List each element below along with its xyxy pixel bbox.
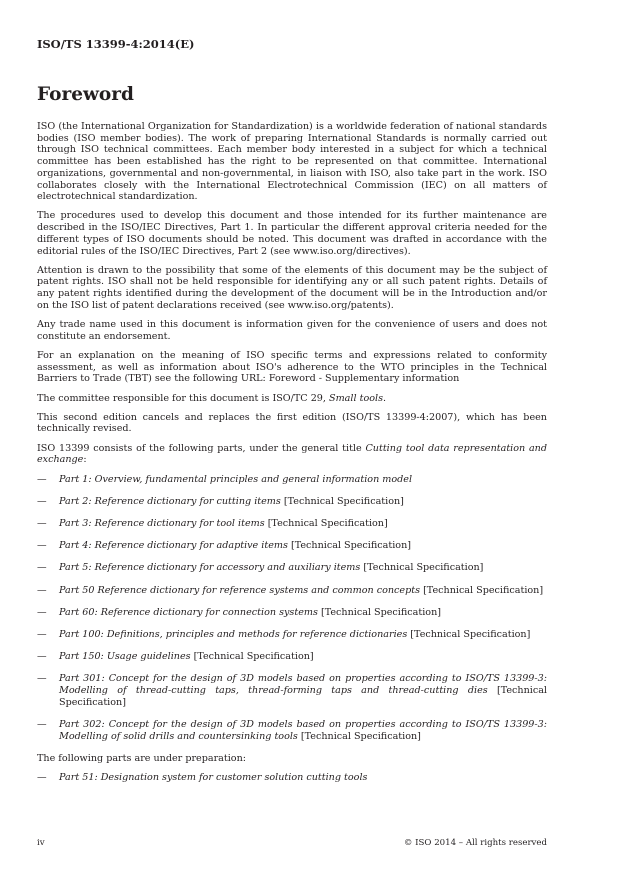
part-title: Part 4: Reference dictionary for adaptive items xyxy=(59,540,288,552)
dash-bullet: — xyxy=(37,584,47,596)
dash-bullet: — xyxy=(37,606,47,618)
part-status: [Technical Specification] xyxy=(407,629,531,640)
list-item xyxy=(37,562,547,574)
dash-bullet: — xyxy=(37,772,47,784)
dash-bullet: — xyxy=(37,562,47,574)
committee-text: The committee responsible for this document is ISO/TC 29, xyxy=(37,392,330,404)
part-title: Part 3: Reference dictionary for tool items xyxy=(59,517,265,529)
list-item xyxy=(37,651,547,663)
committee-suffix: . xyxy=(383,392,387,404)
paragraph-conformity: For an explanation on the meaning of ISO specific terms and expressions related to conformity assessment, as well as information about ISO's adherence to the WTO principles in the Technical Barriers to Trade (TBT) see the following URL: Foreword - Supplementary information xyxy=(37,349,547,385)
foreword-body xyxy=(37,121,547,794)
paragraph-trade-name: Any trade name used in this document is information given for the convenience of users and does not constitute an endorsement. xyxy=(37,319,547,342)
part-title: Part 5: Reference dictionary for accessory and auxiliary items xyxy=(59,562,361,574)
list-item xyxy=(37,719,547,742)
parts-intro-text: ISO 13399 consists of the following parts, under the general title xyxy=(37,442,366,454)
list-item xyxy=(37,585,547,597)
dash-bullet: — xyxy=(37,651,47,663)
dash-bullet: — xyxy=(37,495,47,507)
part-status: [Technical Specification] xyxy=(297,730,421,742)
part-status: [Technical Specification] xyxy=(317,606,441,618)
general-title: Cutting tool data representation and exchange xyxy=(37,442,548,466)
part-title: Part 302: Concept for the design of 3D models based on properties according to ISO/TS 13399-3: Modelling of solid drills and countersinking tools xyxy=(59,719,547,742)
dash-bullet: — xyxy=(37,719,47,731)
list-item xyxy=(37,673,547,708)
dash-bullet: — xyxy=(37,473,47,485)
dash-bullet: — xyxy=(37,540,47,552)
parts-intro-suffix: : xyxy=(83,454,87,466)
committee-name: Small tools xyxy=(329,392,383,404)
paragraph-patents: Attention is drawn to the possibility that some of the elements of this document may be the subject of patent rights. ISO shall not be held responsible for identifying any or all such patent rights. Details of any patent rights identified during the development of the document will be in the Introduction and/or on the ISO list of patent declarations received (see www.iso.org/patents). xyxy=(37,264,547,311)
part-status: [Technical Specification] xyxy=(59,685,547,708)
list-item xyxy=(37,629,547,641)
part-status: [Technical Specification] xyxy=(280,495,404,507)
page-number: iv xyxy=(37,838,45,848)
parts-list xyxy=(37,474,547,743)
paragraph-procedures: The procedures used to develop this document and those intended for its further maintenance are described in the ISO/IEC Directives, Part 1. In particular the different approval criteria needed for the different types of ISO documents should be noted. This document was drafted in accordance with the editorial rules of the ISO/IEC Directives, Part 2 (see www.iso.org/directives). xyxy=(37,210,547,257)
list-item xyxy=(37,540,547,552)
dash-bullet: — xyxy=(37,629,47,640)
part-title: Part 1: Overview, fundamental principles and general information model xyxy=(59,473,413,485)
part-title: Part 100: Definitions, principles and methods for reference dictionaries xyxy=(59,629,408,640)
part-title: Part 301: Concept for the design of 3D models based on properties according to ISO/TS 13399-3: Modelling of thread-cutting taps, thread-forming taps and thread-cutting dies xyxy=(59,673,547,697)
document-id: ISO/TS 13399-4:2014(E) xyxy=(37,37,195,51)
part-title: Part 51: Designation system for customer solution cutting tools xyxy=(59,772,368,784)
part-title: Part 2: Reference dictionary for cutting items xyxy=(59,495,281,507)
part-title: Part 150: Usage guidelines xyxy=(59,651,191,663)
paragraph-iso-intro: ISO (the International Organization for Standardization) is a worldwide federation of national standards bodies (ISO member bodies). The work of preparing International Standards is normally carried out through ISO technical committees. Each member body interested in a subject for which a technical committee has been established has the right to be represented on that committee. International organizations, governmental and non-governmental, in liaison with ISO, also take part in the work. ISO collaborates closely with the International Electrotechnical Commission (IEC) on all matters of electrotechnical standardization. xyxy=(37,121,547,203)
list-item xyxy=(37,772,547,784)
part-status: [Technical Specification] xyxy=(287,540,411,552)
paragraph-edition: This second edition cancels and replaces the first edition (ISO/TS 13399-4:2007), which has been technically revised. xyxy=(37,411,547,435)
copyright-notice: © ISO 2014 – All rights reserved xyxy=(403,838,547,848)
part-status: [Technical Specification] xyxy=(264,517,388,529)
part-status: [Technical Specification] xyxy=(190,651,314,663)
paragraph-parts-intro xyxy=(37,443,547,466)
section-title: Foreword xyxy=(37,84,134,105)
part-title: Part 60: Reference dictionary for connection systems xyxy=(59,606,318,618)
dash-bullet: — xyxy=(37,517,47,529)
parts-in-preparation-list xyxy=(37,772,547,784)
list-item xyxy=(37,607,547,619)
list-item xyxy=(37,474,547,486)
part-status: [Technical Specification] xyxy=(360,562,484,574)
part-title: Part 50 Reference dictionary for reference systems and common concepts xyxy=(59,584,421,596)
paragraph-in-preparation: The following parts are under preparation: xyxy=(37,752,246,764)
paragraph-committee xyxy=(37,393,547,405)
dash-bullet: — xyxy=(37,673,47,685)
list-item xyxy=(37,496,547,508)
list-item xyxy=(37,518,547,530)
part-status: [Technical Specification] xyxy=(420,584,544,596)
